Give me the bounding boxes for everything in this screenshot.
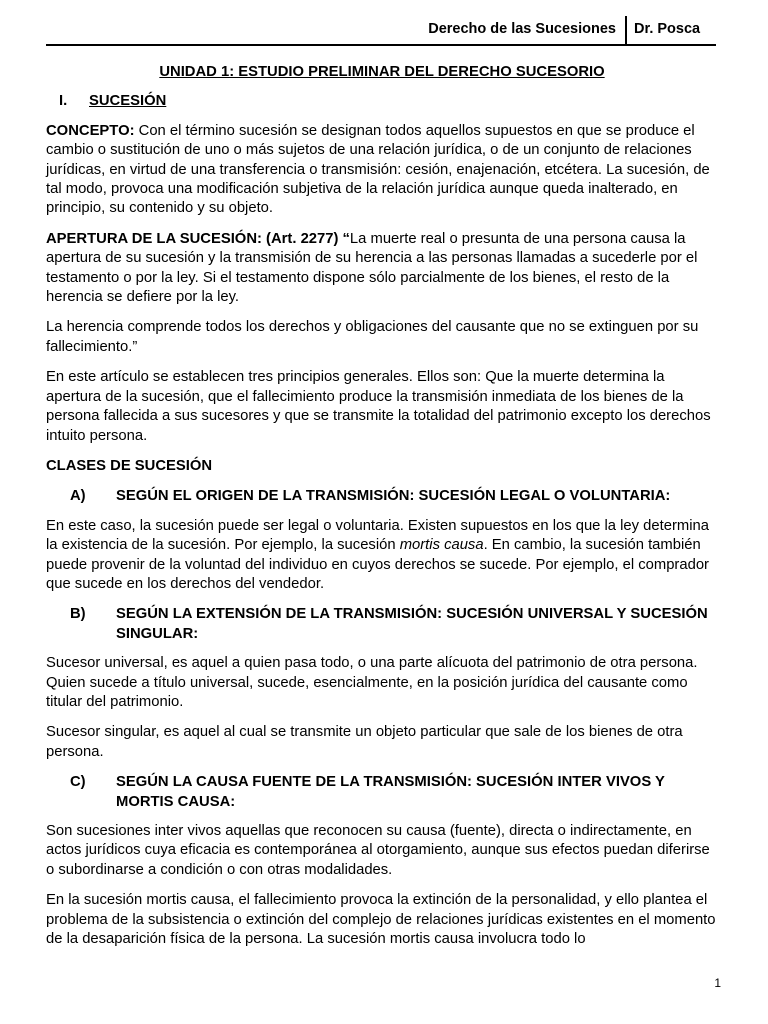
herencia-paragraph: La herencia comprende todos los derechos y obligaciones del causante que no se extinguen por su fallecimiento.” — [46, 319, 699, 355]
subheading-b-label: SEGÚN LA EXTENSIÓN DE LA TRANSMISIÓN: SUCESIÓN UNIVERSAL Y SUCESIÓN SINGULAR: — [116, 606, 708, 642]
paragraph-c-2: En la sucesión mortis causa, el fallecimiento provoca la extinción de la personalidad, y ello plantea el problema de la subsistencia o extinción del complejo de relaciones jurídicas existentes en el momento de la desaparición física de la persona. La sucesión mortis causa involucra todo lo — [46, 892, 716, 948]
paragraph-b-1: Sucesor universal, es aquel a quien pasa todo, o una parte alícuota del patrimonio de otra persona. Quien sucede a título universal, sucede, esencialmente, en la posición jurídica del causante como titular del patrimonio. — [46, 655, 698, 710]
apertura-label: APERTURA DE LA SUCESIÓN: (Art. 2277) “ — [46, 230, 350, 247]
header-rule — [46, 44, 716, 46]
paragraph-a-text-2: . En cambio, la sucesión también puede provenir de la voluntad del individuo en cuyos derechos se sucede. Por ejemplo, el comprador que sucede en los derechos del vendedor. — [46, 537, 709, 592]
subheading-c — [46, 773, 718, 812]
subheading-c-label: SEGÚN LA CAUSA FUENTE DE LA TRANSMISIÓN: SUCESIÓN INTER VIVOS Y MORTIS CAUSA: — [116, 774, 665, 810]
apertura-text: La muerte real o presunta de una persona causa la apertura de su sucesión y la transmisión de su herencia a las personas llamadas a sucederle por el testamento o por la ley. Si el testamento dispone sólo parcialmente de los bienes, el resto de la herencia se defiere por la ley. — [46, 230, 698, 306]
paragraph-b-2: Sucesor singular, es aquel al cual se transmite un objeto particular que sale de los bienes de otra persona. — [46, 724, 683, 760]
section-number: I. — [59, 93, 68, 110]
header-title: Derecho de las Sucesiones — [428, 21, 616, 37]
apertura-paragraph — [46, 230, 718, 308]
principios-paragraph: En este artículo se establecen tres principios generales. Ellos son: Que la muerte determina la apertura de la sucesión, que el fallecimiento produce la transmisión inmediata de los bienes de la persona fallecida a sus sucesores y que se transmite la totalidad del patrimonio excepto los derechos intuito persona. — [46, 369, 711, 444]
subheading-a-number: A) — [70, 488, 86, 505]
header-separator — [625, 16, 627, 44]
paragraph-a — [46, 517, 718, 595]
subheading-a — [46, 487, 718, 506]
paragraph-a-text-1: En este caso, la sucesión puede ser legal o voluntaria. Existen supuestos en los que la ley determina la existencia de la sucesión. Por ejemplo, la sucesión — [46, 517, 709, 554]
subheading-a-label: SEGÚN EL ORIGEN DE LA TRANSMISIÓN: SUCESIÓN LEGAL O VOLUNTARIA: — [116, 488, 671, 505]
subheading-b — [46, 605, 718, 644]
section-heading — [46, 92, 718, 111]
subheading-c-number: C) — [70, 774, 86, 791]
unit-title: UNIDAD 1: ESTUDIO PRELIMINAR DEL DERECHO SUCESORIO — [159, 64, 605, 80]
paragraph-a-italic: mortis causa — [399, 537, 484, 554]
clases-heading: CLASES DE SUCESIÓN — [46, 457, 213, 474]
header-author: Dr. Posca — [634, 21, 701, 37]
concepto-paragraph — [46, 122, 718, 219]
concepto-text: Con el término sucesión se designan todos aquellos supuestos en que se produce el cambio o sustitución de uno o más sujetos de una relación jurídica, o de un conjunto de relaciones jurídicas, en virtud de una transferencia o transmisión: cesión, enajenación, etcétera. La sucesión, de tal modo, provoca una modificación subjetiva de la relación jurídica aunque queda inalterado, en principio, su contenido y su objeto. — [46, 122, 710, 217]
paragraph-c-1: Son sucesiones inter vivos aquellas que reconocen su causa (fuente), directa o indirectamente, en actos jurídicos cuya eficacia es contemporánea al otorgamiento, aunque sus efectos puedan diferirse o subordinarse a condición o con otras modalidades. — [46, 823, 710, 878]
concepto-label: CONCEPTO: — [46, 122, 135, 139]
section-label: SUCESIÓN — [89, 93, 167, 110]
subheading-b-number: B) — [70, 606, 86, 623]
document-body — [46, 59, 718, 960]
page-header — [0, 0, 768, 47]
page-number: 1 — [714, 976, 721, 990]
